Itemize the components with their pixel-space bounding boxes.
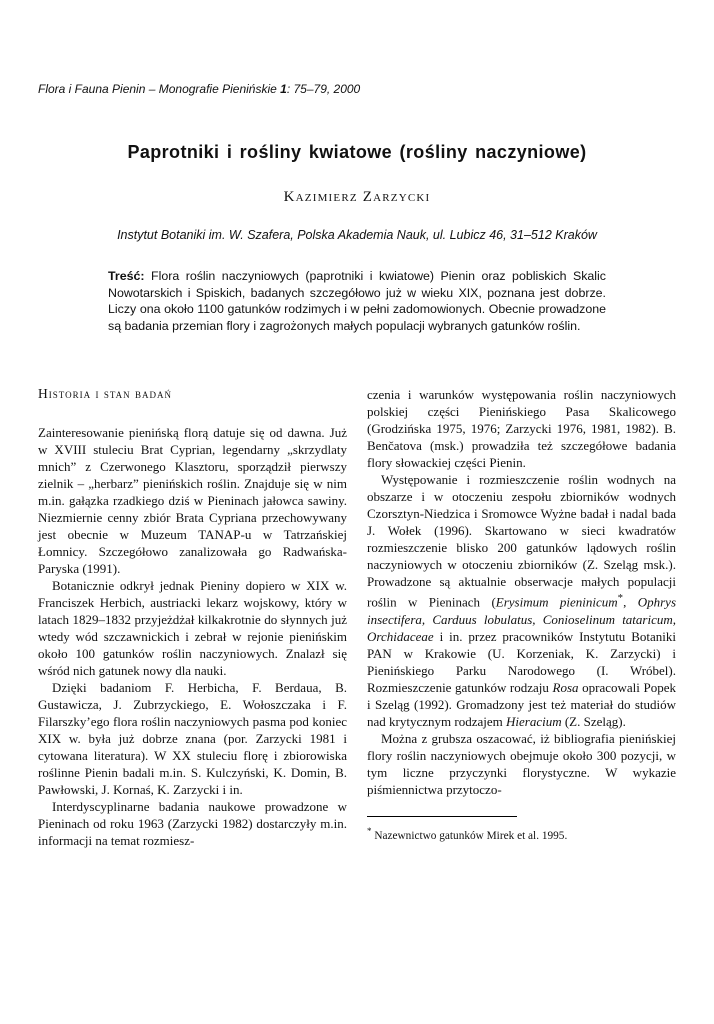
- volume-number: 1: [280, 82, 287, 96]
- affiliation: Instytut Botaniki im. W. Szafera, Polska Akademia Nauk, ul. Lubicz 46, 31–512 Kraków: [117, 228, 597, 242]
- paragraph: Występowanie i rozmieszczenie roślin wodnych na obszarze i w otoczeniu zespołu zbiorników wodnych Czorsztyn-Niedzica i Sromowce Wyżne badał i nadal bada J. Wołek (1996). Skartowano w sieci kwadratów rozmieszczenie blisko 200 gatunków lądowych roślin naczyniowych w otoczeniu zbiorników (Z. Szeląg msk.). Prowadzone są aktualnie obserwacje małych populacji roślin w Pieninach (Erysimum pieninicum*, Ophrys insectifera, Carduus lobulatus, Conioselinum tataricum, Orchidaceae i in. przez pracowników Instytutu Botaniki PAN w Krakowie (U. Korzeniak, K. Zarzycki) i Pienińskiego Parku Narodowego (I. Wróbel). Rozmieszczenie gatunków rodzaju Rosa opracowali Popek i Szeląg (1992). Gromadzony jest też materiał do studiów nad krytycznym rodzajem Hieracium (Z. Szeląg).: [367, 472, 677, 729]
- footnote-marker: *: [367, 825, 372, 836]
- paragraph: Można z grubsza oszacować, iż bibliografia pienińskiej flory roślin naczyniowych obejmuje około 300 pozycji, w tym liczne przyczynki florystyczne. W wykazie piśmiennictwa przytoczo-: [367, 730, 676, 797]
- right-column: [367, 386, 676, 849]
- abstract-label: Treść:: [108, 269, 145, 283]
- article-title: Paprotniki i rośliny kwiatowe (rośliny naczyniowe): [127, 142, 587, 162]
- paragraph: Interdyscyplinarne badania naukowe prowadzone w Pieninach od roku 1963 (Zarzycki 1982) dostarczyły m.in. informacji na temat rozmiesz-: [38, 799, 347, 849]
- paragraph: czenia i warunków występowania roślin naczyniowych polskiej części Pienińskiego Pasa Skalicowego (Grodzińska 1975, 1976; Zarzycki 1976, 1981, 1982). B. Benčatova (msk.) prowadziła też szczegółowe badania flory słowackiej części Pienin.: [367, 387, 676, 471]
- two-column-body: [38, 386, 676, 849]
- footnote: [367, 824, 676, 843]
- abstract: [108, 268, 606, 334]
- author-name: Kazimierz Zarzycki: [283, 189, 431, 205]
- paragraph: Botanicznie odkrył jednak Pieniny dopiero w XIX w. Franciszek Herbich, austriacki lekarz wojskowy, który w latach 1829–1832 przyjeżdżał kilkakrotnie do słynnych już wtedy wód szczawnickich i zebrał w rejonie pienińskim około 100 gatunków roślin naczyniowych. Znalazł się wśród nich gatunek nowy dla nauki.: [38, 578, 347, 679]
- journal-name: Flora i Fauna Pienin – Monografie Pienińskie: [38, 82, 281, 96]
- left-column: [38, 386, 347, 849]
- paragraph: Zainteresowanie pienińską florą datuje się od dawna. Już w XVIII stuleciu Brat Cyprian, legendarny „skrzydlaty mnich” z Czerwonego Klasztoru, sporządził pierwszy zielnik – „herbarz” pienińskich roślin. Znajduje się w nim m.in. gałązka rzadkiego dziś w Pieninach jałowca sawiny. Niezmiernie cenny zbiór Brata Cypriana przechowywany jest obecnie w Muzeum TANAP-u w Tatrzańskiej Łomnicy. Szczegółowo zanalizowała go Radwańska-Paryska (1991).: [38, 425, 347, 577]
- footnote-text: Nazewnictwo gatunków Mirek et al. 1995.: [374, 829, 568, 842]
- page-range: : 75–79, 2000: [286, 82, 361, 96]
- footnote-rule: [367, 816, 517, 817]
- section-heading: Historia i stan badań: [38, 386, 172, 402]
- abstract-text: Flora roślin naczyniowych (paprotniki i kwiatowe) Pienin oraz pobliskich Skalic Nowotarskich i Spiskich, badanych szczegółowo już w wieku XIX, poznana jest dobrze. Liczy ona około 1100 gatunków rodzimych i w pełni zadomowionych. Obecnie prowadzone są badania przemian flory i zagrożonych małych populacji wybranych gatunków roślin.: [108, 269, 606, 333]
- journal-header: [38, 82, 676, 96]
- paragraph: Dzięki badaniom F. Herbicha, F. Berdaua, B. Gustawicza, J. Zubrzyckiego, E. Wołoszczaka i F. Filarszky’ego flora roślin naczyniowych pasma pod koniec XIX w. była już dobrze znana (por. Zarzycki 1981 i cytowana literatura). W XX stuleciu florę i zbiorowiska roślinne Pienin badali m.in. S. Kulczyński, K. Domin, B. Pawłowski, J. Kornaś, K. Zarzycki i in.: [38, 680, 347, 798]
